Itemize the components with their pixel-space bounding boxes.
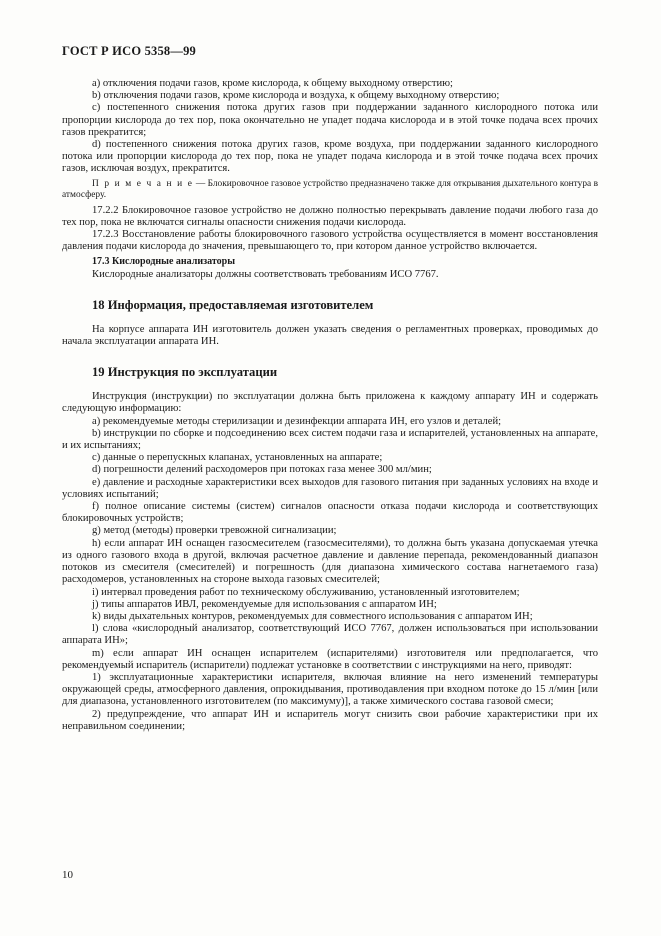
section-19-title: 19 Инструкция по эксплуатации [92, 365, 278, 380]
clause-17-2-2: 17.2.2 Блокировочное газовое устройство не должно полностью перекрывать давление подачи любого газа до тех пор, пока не включатся сигналы опасности снижения подачи кислорода. [62, 204, 598, 228]
note-text: — Блокировочное газовое устройство предназначено также для открывания дыхательного контура в атмосферу. [62, 178, 598, 200]
list-item: b) инструкции по сборке и подсоединению всех систем подачи газа и испарителей, установленных на аппарате, и их испытаниях; [62, 427, 598, 452]
subheading-17-3: 17.3 Кислородные анализаторы [92, 256, 236, 268]
list-item-b: b) отключения подачи газов, кроме кислорода и воздуха, к общему выходному отверстию; [92, 90, 500, 102]
section-18-title: 18 Информация, предоставляемая изготовителем [92, 297, 374, 312]
list-item: g) метод (методы) проверки тревожной сигнализации; [92, 525, 337, 537]
document-header: ГОСТ Р ИСО 5358—99 [62, 44, 196, 58]
list-item: k) виды дыхательных контуров, рекомендуемых для совместного использования с аппаратом ИН; [92, 610, 533, 622]
list-item: i) интервал проведения работ по техническому обслуживанию, установленный изготовителем; [92, 586, 520, 598]
list-item: e) давление и расходные характеристики всех выходов для газового питания при заданных условиях на входе и условиях испытаний; [62, 476, 598, 500]
page-number: 10 [62, 869, 73, 881]
list-item-a: а) отключения подачи газов, кроме кислорода, к общему выходному отверстию; [92, 78, 453, 89]
list-item: d) погрешности делений расходомеров при потоках газа менее 300 мл/мин; [92, 464, 432, 476]
clause-17-2-3: 17.2.3 Восстановление работы блокировочного газового устройства осуществляется в момент восстановления давления подачи кислорода до значения, превышающего то, при котором данное устройство включается. [62, 229, 598, 253]
section-18-text: На корпусе аппарата ИН изготовитель должен указать сведения о регламентных проверках, проводимых до начала эксплуатации аппарата ИН. [62, 323, 598, 348]
note [62, 179, 598, 201]
list-item: l) слова «кислородный анализатор, соответствующий ИСО 7767, должен использоваться при использовании аппарата ИН»; [62, 623, 598, 647]
document-body [62, 78, 598, 733]
list-item: f) полное описание системы (систем) сигналов опасности отказа подачи кислорода и соответствующих блокировочных устройств; [62, 501, 598, 525]
list-item: m) если аппарат ИН оснащен испарителем (испарителями) изготовителя или предполагается, что рекомендуемый испаритель (испарители) подлежат установке в соответствии с инструкциями на него, приводят: [62, 647, 598, 671]
list-item-d: d) постепенного снижения потока других газов, кроме воздуха, при поддержании заданного кислородного потока или пропорции кислорода до тех пор, пока не упадет подача кислорода и в этой точке подача всех прочих газов, исключая воздух, прекратится. [62, 139, 598, 175]
list-item: 1) эксплуатационные характеристики испарителя, включая влияние на него изменений температуры окружающей среды, атмосферного давления, опрокидывания, противодавления при входном потоке до 15 л/мин [или для диапазона, установленного изготовителем (по максимуму)], а также химического состава газовой смеси; [62, 671, 598, 708]
list-item: h) если аппарат ИН оснащен газосмесителем (газосмесителями), то должна быть указана допускаемая утечка из одного газового входа в другой, включая расчетное давление и давление перепада, рекомендованный диапазон потоков из смесителя (смесителей) и погрешность (для диапазона химического состава нагнетаемого газа) расходомеров, установленных на стороне выхода газовых смесителей; [62, 537, 598, 586]
note-label: П р и м е ч а н и е [92, 178, 194, 189]
clause-17-3-text: Кислородные анализаторы должны соответствовать требованиям ИСО 7767. [92, 268, 439, 280]
list-item: 2) предупреждение, что аппарат ИН и испаритель могут снизить свои рабочие характеристики при их неправильном соединении; [62, 708, 598, 732]
list-item: j) типы аппаратов ИВЛ, рекомендуемые для использования с аппаратом ИН; [92, 598, 437, 610]
list-item: а) рекомендуемые методы стерилизации и дезинфекции аппарата ИН, его узлов и деталей; [92, 415, 502, 427]
list-item: c) данные о перепускных клапанах, установленных на аппарате; [92, 452, 383, 464]
section-19-intro: Инструкция (инструкции) по эксплуатации должна быть приложена к каждому аппарату ИН и содержать следующую информацию: [62, 391, 598, 415]
list-item-c: c) постепенного снижения потока других газов при поддержании заданного кислородного потока или пропорции кислорода до тех пор, пока окончательно не упадет подача кислорода и в этой точке подача всех прочих газов прекратится; [62, 102, 598, 138]
